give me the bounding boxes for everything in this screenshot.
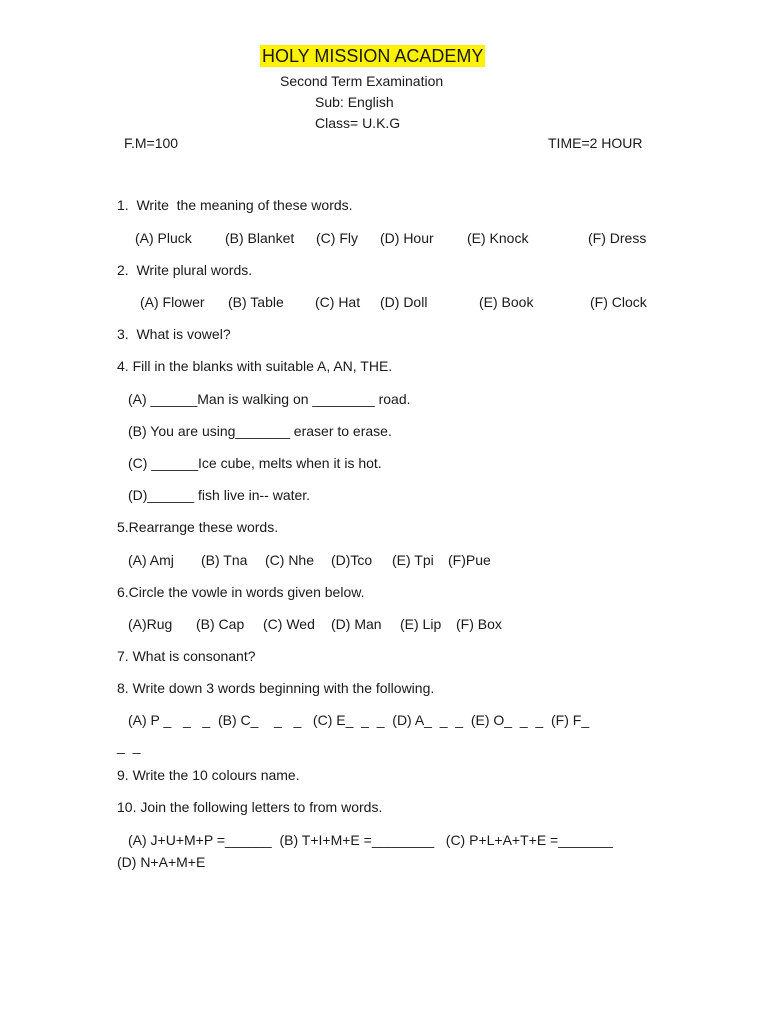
- subject: Sub: English: [315, 94, 394, 110]
- question-10-items: (A) J+U+M+P =______ (B) T+I+M+E =________ (C) P+L+A+T+E =_______: [128, 832, 613, 848]
- class-label: Class= U.K.G: [315, 115, 401, 131]
- option: (A)Rug: [128, 616, 173, 632]
- option: (F)Pue: [448, 552, 491, 568]
- option: (C) Wed: [263, 616, 315, 632]
- fill-blank-item: (A) ______Man is walking on ________ road.: [128, 391, 411, 407]
- question-2: 2. Write plural words.: [117, 262, 253, 278]
- option: (A) Pluck: [135, 230, 192, 246]
- question-10-items-cont: (D) N+A+M+E: [117, 854, 206, 870]
- option: (B) Cap: [196, 616, 245, 632]
- exam-title: Second Term Examination: [280, 73, 444, 89]
- question-8-letters-cont: _ _: [117, 738, 141, 754]
- option: (A) Flower: [140, 294, 205, 310]
- option: (F) Clock: [590, 294, 647, 310]
- question-8-letters: (A) P _ _ _ (B) C_ _ _ (C) E_ _ _ (D) A_ _ _ (E) O_ _ _ (F) F_: [128, 712, 590, 728]
- option: (D) Doll: [380, 294, 428, 310]
- option: (A) Amj: [128, 552, 174, 568]
- option: (F) Dress: [588, 230, 647, 246]
- question-8: 8. Write down 3 words beginning with the following.: [117, 680, 435, 696]
- question-5: 5.Rearrange these words.: [117, 519, 279, 535]
- full-marks: F.M=100: [124, 135, 179, 151]
- fill-blank-item: (B) You are using_______ eraser to erase.: [128, 423, 392, 439]
- option: (C) Fly: [316, 230, 358, 246]
- option: (D) Hour: [380, 230, 434, 246]
- option: (E) Lip: [400, 616, 442, 632]
- question-10: 10. Join the following letters to from words.: [117, 799, 383, 815]
- option: (B) Table: [228, 294, 284, 310]
- option: (C) Hat: [315, 294, 361, 310]
- question-9: 9. Write the 10 colours name.: [117, 767, 300, 783]
- question-7: 7. What is consonant?: [117, 648, 256, 664]
- time-label: TIME=2 HOUR: [548, 135, 643, 151]
- option: (F) Box: [456, 616, 502, 632]
- fill-blank-item: (C) ______Ice cube, melts when it is hot.: [128, 455, 382, 471]
- option: (D)Tco: [331, 552, 373, 568]
- option: (D) Man: [331, 616, 382, 632]
- fill-blank-item: (D)______ fish live in-- water.: [128, 487, 311, 503]
- option: (B) Blanket: [225, 230, 295, 246]
- question-1: 1. Write the meaning of these words.: [117, 197, 353, 213]
- question-4: 4. Fill in the blanks with suitable A, AN, THE.: [117, 358, 393, 374]
- option: (E) Book: [479, 294, 534, 310]
- school-name: HOLY MISSION ACADEMY: [262, 46, 484, 66]
- question-3: 3. What is vowel?: [117, 326, 231, 342]
- option: (C) Nhe: [265, 552, 315, 568]
- option: (E) Tpi: [392, 552, 434, 568]
- option: (B) Tna: [201, 552, 248, 568]
- option: (E) Knock: [467, 230, 529, 246]
- question-6: 6.Circle the vowle in words given below.: [117, 584, 365, 600]
